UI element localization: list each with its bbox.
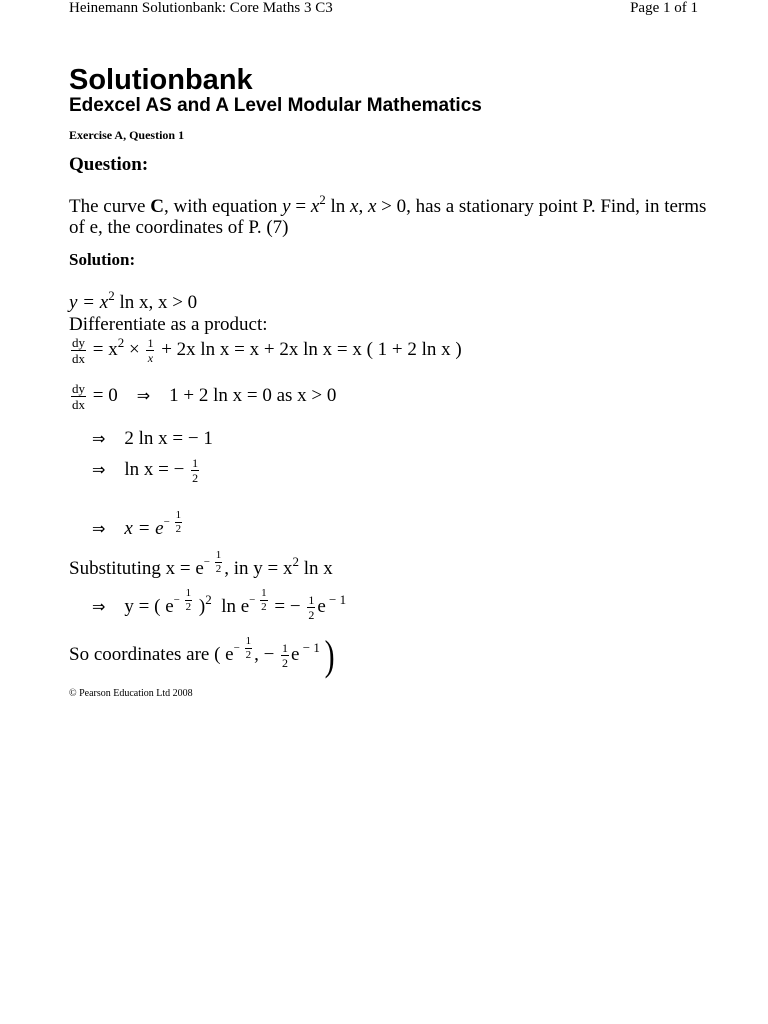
implies-symbol: ⇒ (136, 385, 151, 405)
half-fraction: $\frac{1}{2}$ (282, 641, 289, 671)
dydx-fraction: $\frac{dy}{dx}$ (72, 335, 85, 366)
implies-symbol: ⇒ (92, 519, 106, 539)
one-over-x-fraction: $\frac{1}{x}$ (147, 336, 154, 365)
question-text: The curve C, with equation $y = x^2$ ln x, x > 0, has a stationary point P. Find, in terms of e, the coordinates of P. (7) (69, 192, 707, 238)
page-title: Solutionbank (69, 64, 253, 96)
implies-symbol: ⇒ (92, 459, 106, 479)
half-exponent: $\frac{1}{2}$ (215, 549, 222, 575)
solution-line-6: ⇒ ln x = − $\frac{1}{2}$ (92, 456, 199, 485)
solution-line-8: Substituting x = e− $\frac{1}{2}$ , in $y = x^2$ ln x (69, 549, 333, 580)
solution-line-10: So coordinates are ( e− $\frac{1}{2}$ , − $\frac{1}{2}$ e $^{- 1}$ ) (69, 633, 335, 680)
exercise-label: Exercise A, Question 1 (69, 128, 185, 142)
solution-heading: Solution: (69, 250, 136, 269)
solution-line-5: ⇒ 2 ln x = − 1 (92, 428, 213, 449)
page-indicator: Page 1 of 1 (630, 0, 698, 16)
question-heading: Question: (69, 154, 149, 175)
solution-line-7: ⇒ x = e− $\frac{1}{2}$ (92, 509, 182, 540)
page-subtitle: Edexcel AS and A Level Modular Mathematics (69, 95, 482, 116)
solution-line-1: $y = x^2$ ln x, x > 0 (69, 288, 198, 313)
dydx-fraction: $\frac{dy}{dx}$ (72, 381, 85, 412)
solution-line-4: $\frac{dy}{dx}$ = 0 ⇒ 1 + 2 ln x = 0 as x > 0 (72, 381, 337, 412)
solution-line-2: Differentiate as a product: (69, 314, 268, 335)
solution-line-3: $\frac{dy}{dx}$ = $x^2$ × $\frac{1}{x}$ + 2x ln x = x + 2x ln x = x ( 1 + 2 ln x ) (72, 334, 462, 366)
half-fraction: $\frac{1}{2}$ (308, 593, 315, 623)
implies-symbol: ⇒ (92, 597, 106, 617)
half-exponent: $\frac{1}{2}$ (185, 587, 192, 613)
half-exponent: $\frac{1}{2}$ (245, 635, 252, 661)
half-exponent: $\frac{1}{2}$ (261, 587, 267, 613)
solution-line-9: ⇒ y = ( e− $\frac{1}{2}$ )$^2$ ln e− $\frac{1}{2}$ = − $\frac{1}{2}$ e $^{- 1}$ (92, 587, 347, 623)
copyright-footer: © Pearson Education Ltd 2008 (69, 688, 193, 699)
half-fraction: $\frac{1}{2}$ (192, 456, 199, 485)
half-exponent: $\frac{1}{2}$ (175, 509, 182, 535)
header-source: Heinemann Solutionbank: Core Maths 3 C3 (69, 0, 333, 16)
closing-parenthesis: ) (324, 633, 335, 680)
implies-symbol: ⇒ (92, 429, 106, 448)
